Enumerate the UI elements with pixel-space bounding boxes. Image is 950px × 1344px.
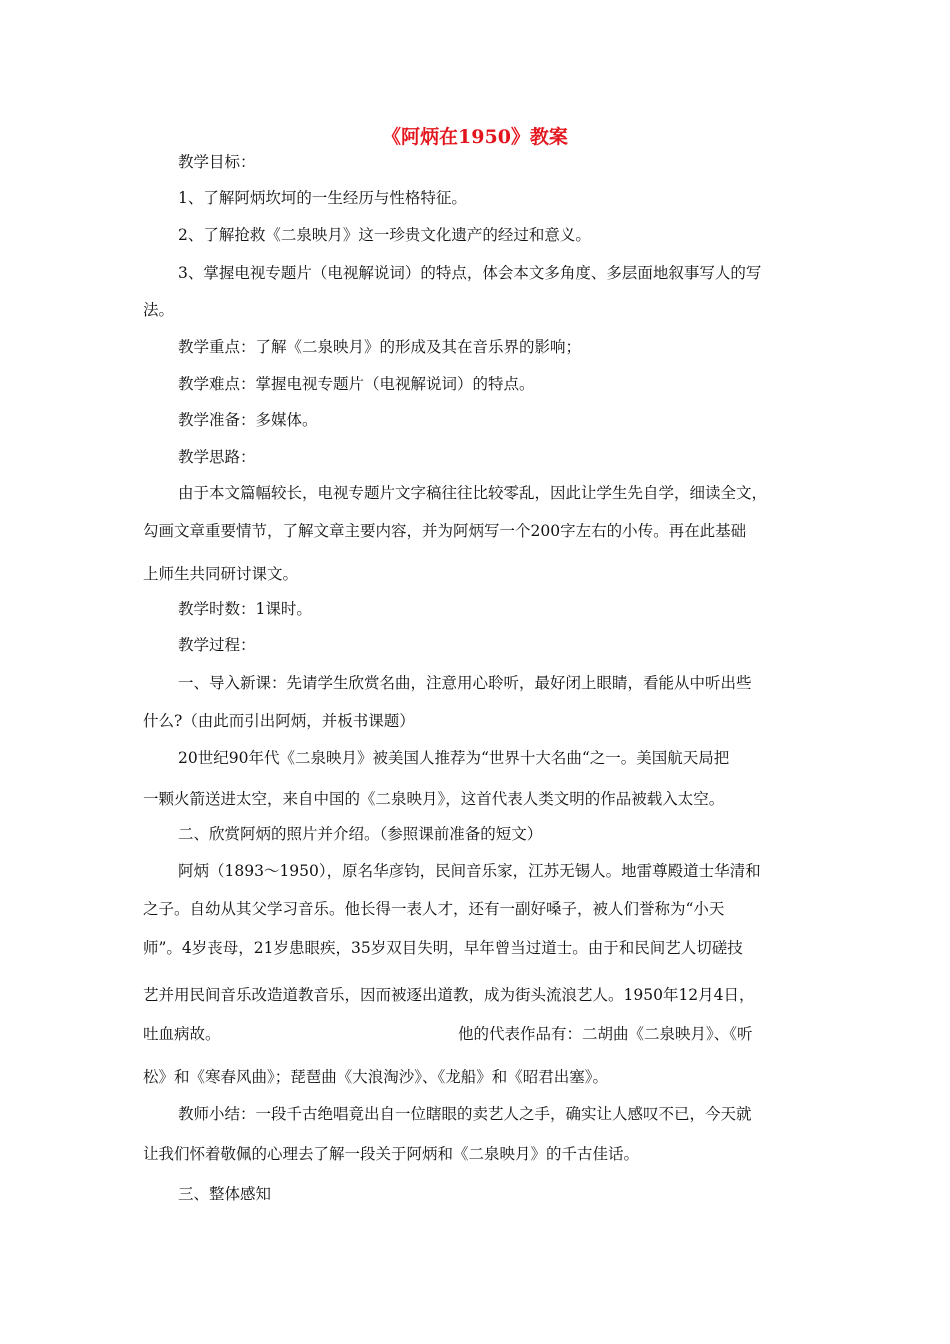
text-line: 1、了解阿炳坎坷的一生经历与性格特征。 [178,189,467,207]
text-line: 教学准备：多媒体。 [178,411,318,429]
text-line: 之子。自幼从其父学习音乐。他长得一表人才，还有一副好嗓子，被人们誉称为“小天 [143,900,725,918]
text-line: 阿炳（1893～1950），原名华彦钧，民间音乐家，江苏无锡人。地雷尊殿道士华清和 [178,862,761,880]
text-line: 教学目标： [178,153,256,171]
text-line: 师”。4岁丧母，21岁患眼疾，35岁双目失明，早年曾当过道士。由于和民间艺人切磋技 [143,939,743,957]
text-line: 教学时数：1课时。 [178,600,312,618]
text-line: 他的代表作品有：二胡曲《二泉映月》、《听 [458,1025,753,1043]
text-line: 2、了解抢救《二泉映月》这一珍贵文化遗产的经过和意义。 [178,226,591,244]
text-line: 教师小结：一段千古绝唱竟出自一位瞎眼的卖艺人之手，确实让人感叹不已，今天就 [178,1105,752,1123]
text-line: 勾画文章重要情节，了解文章主要内容，并为阿炳写一个200字左右的小传。再在此基础 [143,522,747,540]
text-line: 教学难点：掌握电视专题片（电视解说词）的特点。 [178,375,535,393]
text-line: 20世纪90年代《二泉映月》被美国人推荐为“世界十大名曲“之一。美国航天局把 [178,749,730,767]
text-line: 教学重点：了解《二泉映月》的形成及其在音乐界的影响； [178,338,582,356]
text-line: 3、掌握电视专题片（电视解说词）的特点，体会本文多角度、多层面地叙事写人的写 [178,264,762,282]
text-line: 什么?（由此而引出阿炳，并板书课题） [143,712,415,730]
text-line: 二、欣赏阿炳的照片并介绍。（参照课前准备的短文） [178,825,543,843]
text-line: 由于本文篇幅较长，电视专题片文字稿往往比较零乱，因此让学生先自学，细读全文， [178,484,768,502]
document-title: 《阿炳在1950》教案 [382,126,568,148]
text-line: 教学思路： [178,448,256,466]
text-line: 上师生共同研讨课文。 [143,565,299,583]
text-line: 一、导入新课：先请学生欣赏名曲，注意用心聆听，最好闭上眼睛，看能从中听出些 [178,674,752,692]
text-line: 三、整体感知 [178,1185,272,1203]
text-line: 一颗火箭送进太空，来自中国的《二泉映月》，这首代表人类文明的作品被载入太空。 [143,790,725,808]
text-line: 教学过程： [178,636,256,654]
text-line: 松》和《寒春风曲》；琵琶曲《大浪淘沙》、《龙船》和《昭君出塞》。 [143,1068,609,1086]
text-line: 艺并用民间音乐改造道教音乐，因而被逐出道教，成为街头流浪艺人。1950年12月4日， [143,986,755,1004]
text-line: 让我们怀着敬佩的心理去了解一段关于阿炳和《二泉映月》的千古佳话。 [143,1145,640,1163]
text-line: 吐血病故。 [143,1025,221,1043]
text-line: 法。 [143,301,175,319]
